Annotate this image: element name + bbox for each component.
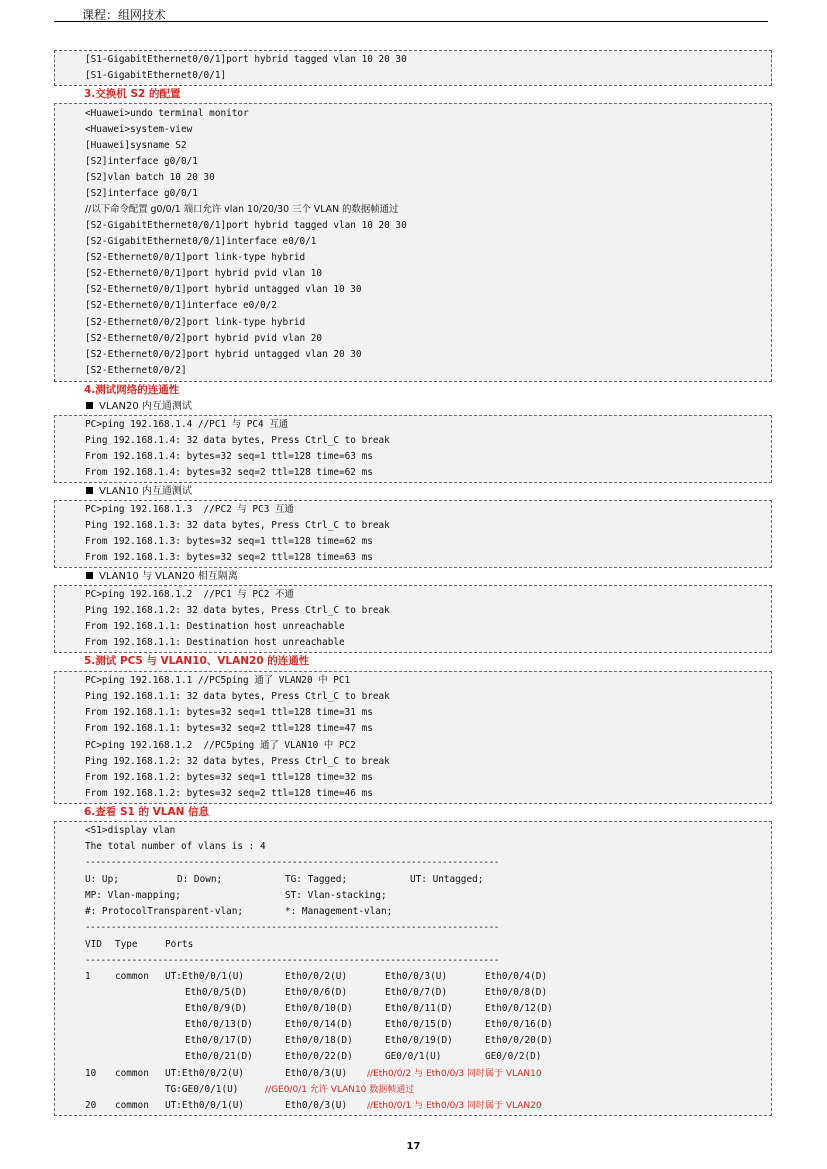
- code-box-vlan10-test: [54, 500, 772, 568]
- port-cell: Eth0/0/10(D): [285, 1003, 353, 1014]
- section-heading-6: 6.查看 S1 的 VLAN 信息: [84, 806, 210, 818]
- code-line: [S2-Ethernet0/0/1]port hybrid untagged vlan 10 30: [85, 284, 362, 295]
- subheading-label: VLAN20 内互通测试: [99, 401, 192, 412]
- code-line: The total number of vlans is : 4: [85, 841, 266, 852]
- code-line: [S2-Ethernet0/0/1]port link-type hybrid: [85, 252, 306, 263]
- code-line: [S2-Ethernet0/0/1]port hybrid pvid vlan 10: [85, 268, 323, 279]
- code-line: [Huawei]sysname S2: [85, 140, 187, 151]
- ge-note: //GE0/0/1 允许 VLAN10 数据帧通过: [265, 1085, 415, 1095]
- code-line: From 192.168.1.4: bytes=32 seq=1 ttl=128 time=63 ms: [85, 451, 373, 462]
- vlan20-note: //Eth0/0/1 与 Eth0/0/3 同时属于 VLAN20: [367, 1101, 542, 1111]
- code-box-pc5-test: [54, 671, 772, 804]
- code-box-isolation-test: [54, 585, 772, 653]
- code-line: Ping 192.168.1.4: 32 data bytes, Press Ctrl_C to break: [85, 435, 390, 446]
- port-cell: Eth0/0/19(D): [385, 1035, 453, 1046]
- legend-down: D: Down;: [177, 874, 223, 885]
- port-cell: Eth0/0/11(D): [385, 1003, 453, 1014]
- subheading-label: VLAN10 内互通测试: [99, 486, 192, 497]
- code-comment: //以下命令配置 g0/0/1 端口允许 vlan 10/20/30 三个 VLAN 的数据帧通过: [85, 204, 399, 215]
- subheading-vlan10: [86, 485, 192, 498]
- code-box-s1-end: [54, 50, 772, 86]
- course-header: 课程：组网技术: [82, 8, 167, 22]
- port-cell: Eth0/0/3(U): [285, 1068, 348, 1079]
- code-line: From 192.168.1.2: bytes=32 seq=1 ttl=128 time=32 ms: [85, 772, 373, 783]
- table-header-vid: VID: [85, 939, 102, 950]
- code-line: PC>ping 192.168.1.3 //PC2 与 PC3 互通: [85, 504, 294, 515]
- port-cell: Eth0/0/7(D): [385, 987, 448, 998]
- port-cell: Eth0/0/14(D): [285, 1019, 353, 1030]
- port-cell: Eth0/0/20(D): [485, 1035, 553, 1046]
- port-cell: Eth0/0/13(D): [185, 1019, 253, 1030]
- port-cell: Eth0/0/22(D): [285, 1051, 353, 1062]
- port-cell: UT:Eth0/0/1(U): [165, 1100, 245, 1111]
- vlan10-note: //Eth0/0/2 与 Eth0/0/3 同时属于 VLAN10: [367, 1069, 542, 1079]
- port-cell: Eth0/0/5(D): [185, 987, 248, 998]
- code-line: [S2-Ethernet0/0/2]: [85, 365, 187, 376]
- port-cell: Eth0/0/17(D): [185, 1035, 253, 1046]
- code-line: From 192.168.1.1: bytes=32 seq=2 ttl=128 time=47 ms: [85, 723, 373, 734]
- type-cell: common: [115, 1100, 149, 1111]
- code-line: Ping 192.168.1.2: 32 data bytes, Press Ctrl_C to break: [85, 605, 390, 616]
- port-cell: Eth0/0/3(U): [385, 971, 448, 982]
- type-cell: common: [115, 1068, 149, 1079]
- code-line: [S2-Ethernet0/0/2]port hybrid pvid vlan 20: [85, 333, 323, 344]
- port-cell: Eth0/0/6(D): [285, 987, 348, 998]
- subheading-label: VLAN10 与 VLAN20 相互隔离: [99, 571, 238, 582]
- code-line: From 192.168.1.1: Destination host unreachable: [85, 637, 345, 648]
- type-cell: common: [115, 971, 149, 982]
- vid-cell: 10: [85, 1068, 97, 1079]
- port-cell: TG:GE0/0/1(U): [165, 1084, 239, 1095]
- port-cell: Eth0/0/18(D): [285, 1035, 353, 1046]
- legend-protocol: #: ProtocolTransparent-vlan;: [85, 906, 244, 917]
- legend-up: U: Up;: [85, 874, 119, 885]
- code-line: [S2-Ethernet0/0/2]port hybrid untagged vlan 20 30: [85, 349, 362, 360]
- square-bullet-icon: [86, 487, 93, 494]
- legend-tagged: TG: Tagged;: [285, 874, 348, 885]
- legend-management: *: Management-vlan;: [285, 906, 393, 917]
- code-line: [S1-GigabitEthernet0/0/1]port hybrid tagged vlan 10 20 30: [85, 54, 407, 65]
- dash-separator: --------------------------------------------------------------------------------: [85, 857, 499, 868]
- code-line: From 192.168.1.4: bytes=32 seq=2 ttl=128 time=62 ms: [85, 467, 373, 478]
- code-line: <S1>display vlan: [85, 825, 176, 836]
- code-line: From 192.168.1.1: Destination host unreachable: [85, 621, 345, 632]
- section-heading-3: 3.交换机 S2 的配置: [84, 88, 181, 100]
- port-cell: Eth0/0/15(D): [385, 1019, 453, 1030]
- subheading-isolation: [86, 570, 238, 583]
- code-line: From 192.168.1.3: bytes=32 seq=2 ttl=128 time=63 ms: [85, 552, 373, 563]
- section-heading-4: 4.测试网络的连通性: [84, 384, 180, 396]
- code-line: Ping 192.168.1.3: 32 data bytes, Press Ctrl_C to break: [85, 520, 390, 531]
- code-line: From 192.168.1.2: bytes=32 seq=2 ttl=128 time=46 ms: [85, 788, 373, 799]
- code-line: <Huawei>system-view: [85, 124, 193, 135]
- code-line: [S2-Ethernet0/0/1]interface e0/0/2: [85, 300, 277, 311]
- port-cell: UT:Eth0/0/2(U): [165, 1068, 245, 1079]
- code-line: PC>ping 192.168.1.2 //PC5ping 通了 VLAN10 中 PC2: [85, 740, 356, 751]
- port-cell: Eth0/0/12(D): [485, 1003, 553, 1014]
- square-bullet-icon: [86, 572, 93, 579]
- code-box-vlan20-test: [54, 415, 772, 483]
- code-line: PC>ping 192.168.1.1 //PC5ping 通了 VLAN20 中 PC1: [85, 675, 351, 686]
- code-line: [S2]interface g0/0/1: [85, 188, 198, 199]
- code-line: From 192.168.1.1: bytes=32 seq=1 ttl=128 time=31 ms: [85, 707, 373, 718]
- code-box-display-vlan: [54, 821, 772, 1116]
- port-cell: Eth0/0/2(U): [285, 971, 348, 982]
- legend-stacking: ST: Vlan-stacking;: [285, 890, 387, 901]
- code-line: [S2]interface g0/0/1: [85, 156, 198, 167]
- dash-separator: --------------------------------------------------------------------------------: [85, 922, 499, 933]
- code-line: From 192.168.1.3: bytes=32 seq=1 ttl=128 time=62 ms: [85, 536, 373, 547]
- code-line: [S2]vlan batch 10 20 30: [85, 172, 215, 183]
- port-cell: Eth0/0/9(D): [185, 1003, 248, 1014]
- page-number: 17: [406, 1141, 421, 1152]
- code-line: [S2-Ethernet0/0/2]port link-type hybrid: [85, 317, 306, 328]
- port-cell: GE0/0/2(D): [485, 1051, 542, 1062]
- vid-cell: 20: [85, 1100, 97, 1111]
- code-line: Ping 192.168.1.2: 32 data bytes, Press Ctrl_C to break: [85, 756, 390, 767]
- code-line: PC>ping 192.168.1.2 //PC1 与 PC2 不通: [85, 589, 294, 600]
- code-line: PC>ping 192.168.1.4 //PC1 与 PC4 互通: [85, 419, 289, 430]
- header-rule: [54, 21, 768, 22]
- port-cell: Eth0/0/4(D): [485, 971, 548, 982]
- vid-cell: 1: [85, 971, 91, 982]
- port-cell: UT:Eth0/0/1(U): [165, 971, 245, 982]
- port-cell: Eth0/0/8(D): [485, 987, 548, 998]
- code-box-s2-config: [54, 103, 772, 382]
- legend-untagged: UT: Untagged;: [410, 874, 484, 885]
- port-cell: GE0/0/1(U): [385, 1051, 442, 1062]
- table-header-type: Type: [115, 939, 138, 950]
- code-line: <Huawei>undo terminal monitor: [85, 108, 249, 119]
- legend-mapping: MP: Vlan-mapping;: [85, 890, 181, 901]
- dash-separator: --------------------------------------------------------------------------------: [85, 955, 499, 966]
- square-bullet-icon: [86, 402, 93, 409]
- code-line: [S1-GigabitEthernet0/0/1]: [85, 70, 227, 81]
- port-cell: Eth0/0/16(D): [485, 1019, 553, 1030]
- code-line: Ping 192.168.1.1: 32 data bytes, Press Ctrl_C to break: [85, 691, 390, 702]
- port-cell: Eth0/0/21(D): [185, 1051, 253, 1062]
- subheading-vlan20: [86, 400, 192, 413]
- section-heading-5: 5.测试 PC5 与 VLAN10、VLAN20 的连通性: [84, 655, 310, 667]
- code-line: [S2-GigabitEthernet0/0/1]port hybrid tagged vlan 10 20 30: [85, 220, 407, 231]
- port-cell: Eth0/0/3(U): [285, 1100, 348, 1111]
- table-header-ports: Ports: [165, 939, 194, 950]
- code-line: [S2-GigabitEthernet0/0/1]interface e0/0/1: [85, 236, 317, 247]
